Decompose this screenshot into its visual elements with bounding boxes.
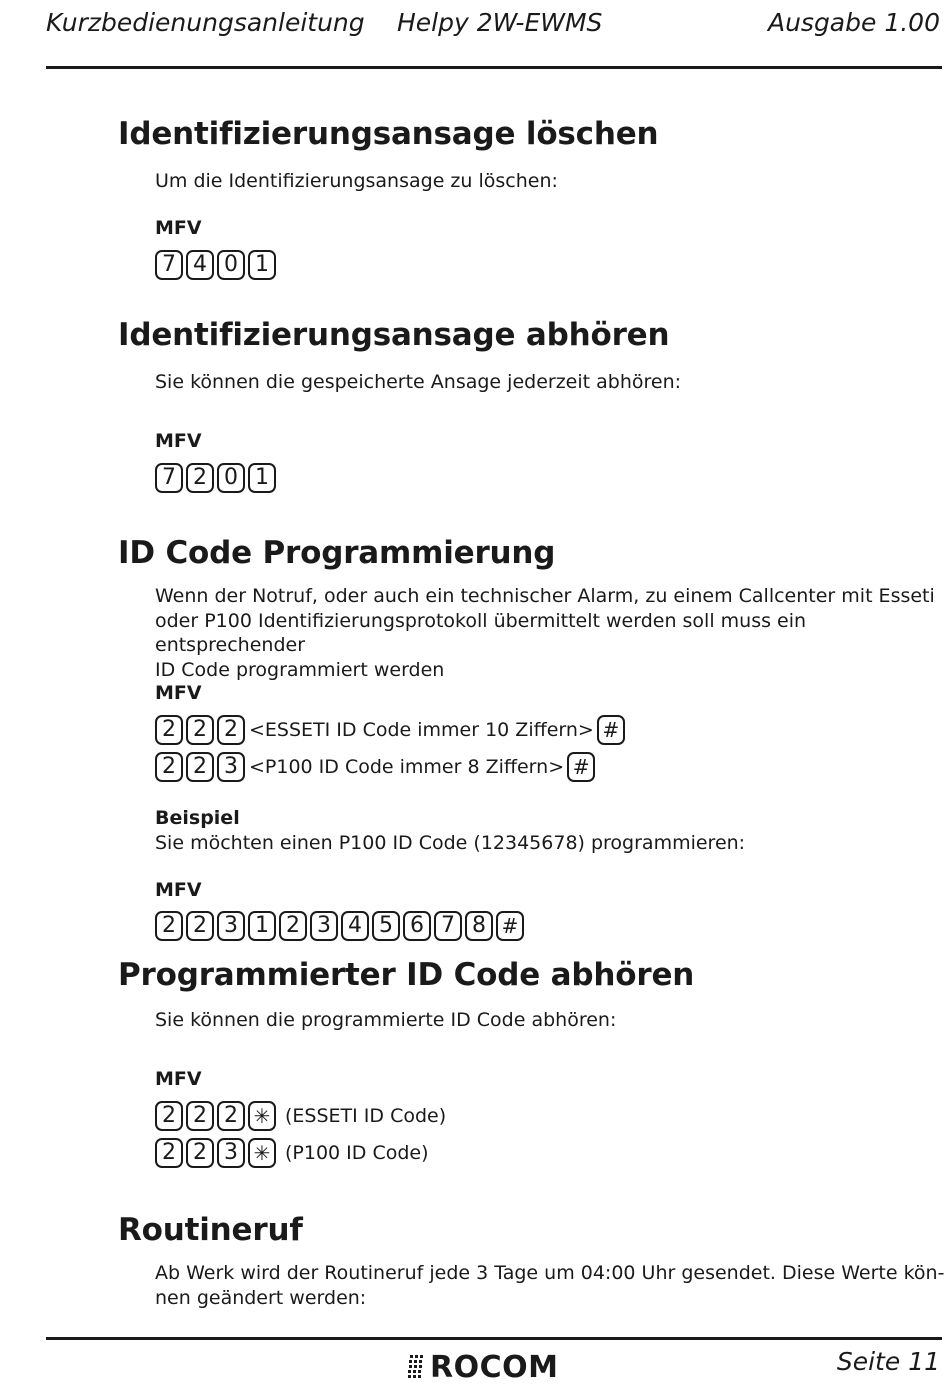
key-sequence-p100-listen — [155, 1136, 432, 1170]
section-intro — [155, 584, 950, 682]
keypad-key: 2 — [155, 1138, 183, 1168]
section-intro: Sie können die gespeicherte Ansage jederzeit abhören: — [155, 371, 682, 393]
keypad-key: 4 — [186, 250, 214, 280]
mfv-label: MFV — [155, 682, 202, 704]
intro-line: Ab Werk wird der Routineruf jede 3 Tage um 04:00 Uhr gesendet. Diese Werte kön- — [155, 1262, 945, 1284]
keypad-key: 2 — [217, 1101, 245, 1131]
key-placeholder-text: <ESSETI ID Code immer 10 Ziffern> — [249, 719, 594, 741]
keypad-key: 2 — [279, 911, 307, 941]
key-sequence-esseti-listen — [155, 1099, 449, 1133]
section-title-listen-announcement: Identifizierungsansage abhören — [118, 317, 670, 353]
key-sequence-example — [155, 909, 527, 943]
keypad-key-hash: # — [597, 715, 625, 745]
keypad-key: 2 — [155, 911, 183, 941]
keypad-key-hash: # — [496, 911, 524, 941]
header-divider — [46, 66, 942, 69]
key-caption: (P100 ID Code) — [285, 1142, 429, 1164]
keypad-key: 3 — [310, 911, 338, 941]
mfv-label: MFV — [155, 1068, 202, 1090]
keypad-key: 1 — [248, 463, 276, 493]
keypad-key-hash: # — [567, 752, 595, 782]
keypad-key: 4 — [341, 911, 369, 941]
keypad-key: 2 — [186, 911, 214, 941]
keypad-key: 1 — [248, 250, 276, 280]
section-intro: Sie können die programmierte ID Code abhören: — [155, 1009, 617, 1031]
keypad-key: 7 — [155, 250, 183, 280]
mfv-label: MFV — [155, 430, 202, 452]
intro-line: nen geändert werden: — [155, 1286, 367, 1309]
logo-wordmark: ROCOM — [430, 1350, 559, 1385]
mfv-label: MFV — [155, 217, 202, 239]
keypad-key: 2 — [155, 715, 183, 745]
keypad-key: 8 — [465, 911, 493, 941]
keypad-key: 1 — [248, 911, 276, 941]
header-product: Helpy 2W-EWMS — [397, 8, 603, 37]
key-placeholder-text: <P100 ID Code immer 8 Ziffern> — [249, 756, 565, 778]
section-intro: Um die Identifizierungsansage zu löschen: — [155, 170, 558, 192]
keypad-key: 3 — [217, 752, 245, 782]
header-edition: Ausgabe 1.00 — [767, 8, 940, 37]
intro-line: Wenn der Notruf, oder auch ein technischer Alarm, zu einem Callcenter mit Esseti — [155, 585, 935, 607]
key-caption: (ESSETI ID Code) — [285, 1105, 447, 1127]
footer-divider — [46, 1337, 942, 1340]
keypad-key: 0 — [217, 463, 245, 493]
section-title-listen-id-code: Programmierter ID Code abhören — [118, 957, 695, 993]
key-sequence-p100 — [155, 750, 598, 784]
key-sequence-esseti — [155, 713, 628, 747]
section-intro — [155, 1261, 944, 1310]
keypad-key: 5 — [372, 911, 400, 941]
keypad-key: 3 — [217, 911, 245, 941]
keypad-key-star: ✳ — [248, 1138, 276, 1168]
section-title-id-code-programming: ID Code Programmierung — [118, 535, 556, 571]
example-label: Beispiel — [155, 807, 240, 829]
keypad-key: 2 — [186, 463, 214, 493]
key-sequence — [155, 461, 279, 495]
rocom-logo — [408, 1350, 558, 1385]
keypad-key: 2 — [186, 1101, 214, 1131]
keypad-key: 0 — [217, 250, 245, 280]
keypad-key: 2 — [217, 715, 245, 745]
keypad-key: 2 — [186, 715, 214, 745]
keypad-key: 2 — [186, 752, 214, 782]
example-text: Sie möchten einen P100 ID Code (12345678) programmieren: — [155, 831, 746, 854]
intro-line: oder P100 Identifizierungsprotokoll übermittelt werden soll muss ein entsprechender — [155, 609, 807, 656]
keypad-key-star: ✳ — [248, 1101, 276, 1131]
keypad-key: 2 — [186, 1138, 214, 1168]
keypad-key: 7 — [155, 463, 183, 493]
section-title-routine-call: Routineruf — [118, 1212, 303, 1248]
header-doc-type: Kurzbedienungsanleitung — [46, 8, 365, 37]
page-number: Seite 11 — [836, 1347, 940, 1376]
mfv-label: MFV — [155, 879, 202, 901]
keypad-key: 2 — [155, 1101, 183, 1131]
keypad-key: 2 — [155, 752, 183, 782]
keypad-key: 6 — [403, 911, 431, 941]
example-block — [155, 806, 745, 855]
intro-line: ID Code programmiert werden — [155, 658, 445, 681]
keypad-key: 3 — [217, 1138, 245, 1168]
rocom-logo-mark — [408, 1353, 428, 1383]
key-sequence — [155, 248, 279, 282]
section-title-delete-announcement: Identifizierungsansage löschen — [118, 116, 659, 152]
keypad-key: 7 — [434, 911, 462, 941]
